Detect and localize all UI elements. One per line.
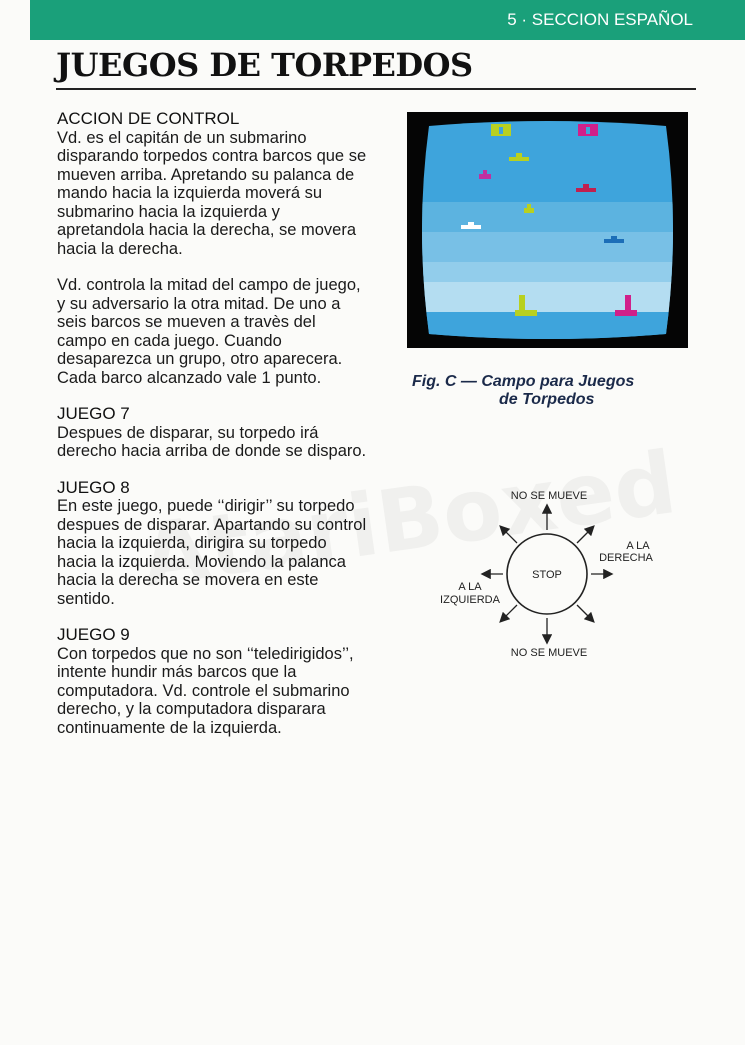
section-heading: JUEGO 7 [57,404,130,423]
label-top: NO SE MUEVE [510,490,588,502]
score-left-icon [491,124,511,136]
section-heading: JUEGO 8 [57,477,130,497]
joystick-diagram [430,480,670,670]
title-rule [56,88,696,90]
paragraph: Con torpedos que no son ‘‘teledirigidos’’, intente hundir más barcos que la computadora. Vd. controle el submarino derecho, y la computadora disparara continuamente de la izquierda. [57,644,354,737]
header-bar [30,0,745,40]
label-center: STOP [532,569,562,581]
section-heading: JUEGO 9 [57,625,130,644]
label-left-1: A LA [458,581,482,593]
game-screenshot [407,112,688,348]
section-heading: ACCION DE CONTROL [57,109,240,128]
section-juego-8 [57,479,367,609]
body-text [57,110,367,755]
section-accion [57,110,367,387]
figure-caption [412,373,702,409]
score-right-icon [578,124,598,136]
paragraph: Vd. controla la mitad del campo de juego, y su adversario la otra mitad. De uno a seis barcos se mueven a travès del campo en cada juego. Cuando desaparezca un grupo, otro aparecera. Cada barco alcanzado vale 1 punto. [57,276,361,387]
page-title: JUEGOS DE TORPEDOS [56,46,473,84]
label-right-2: DERECHA [599,552,653,564]
paragraph: En este juego, puede ‘‘dirigir’’ su torpedo despues de disparar. Apartando su control hacia la izquierda, dirigira su torpedo hacia la izquierda. Moviendo la palanca hacia la derecha se movera en este sentido. [57,497,367,608]
label-left-2: IZQUIERDA [440,594,500,606]
caption-line: de Torpedos [499,391,595,408]
label-bottom: NO SE MUEVE [510,647,588,659]
section-label: 5 · SECCION ESPAÑOL [507,10,693,29]
section-juego-7 [57,405,367,461]
caption-line: Fig. C — Campo para Juegos [412,373,635,390]
label-right-1: A LA [626,540,650,552]
paragraph: Vd. es el capitán de un submarino disparando torpedos contra barcos que se mueven arriba. Apretando su palanca de mando hacia la izquierda moverá su submarino hacia la izquierda y apretandola hacia la derecha, se movera hacia la derecha. [57,128,367,258]
paragraph: Despues de disparar, su torpedo irá derecho hacia arriba de donde se disparo. [57,423,367,460]
section-juego-9 [57,626,367,737]
